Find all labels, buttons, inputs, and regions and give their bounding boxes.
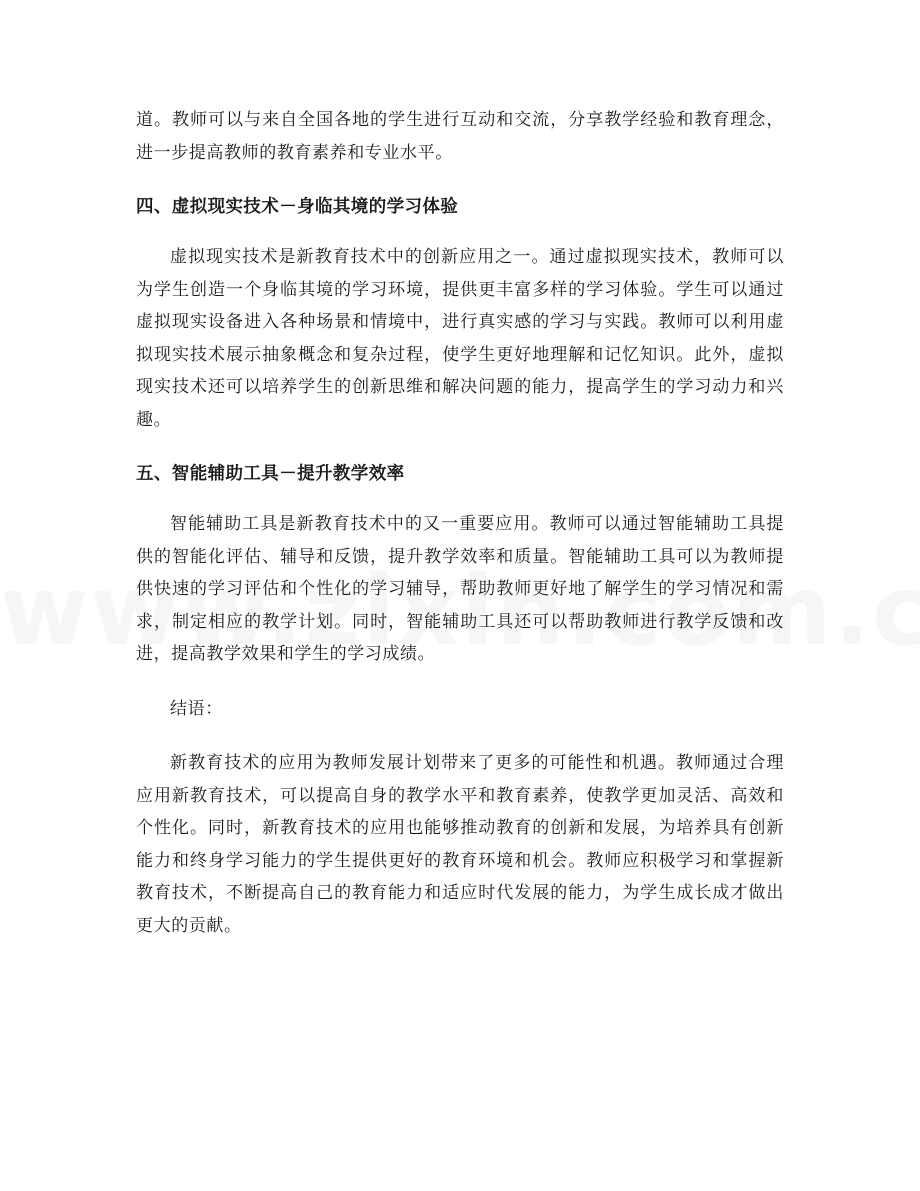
section-4-paragraph: 虚拟现实技术是新教育技术中的创新应用之一。通过虚拟现实技术，教师可以为学生创造一个身临其境的学习环境，提供更丰富多样的学习体验。学生可以通过虚拟现实设备进入各种场景和情境中，进行真实感的学习与实践。教师可以利用虚拟现实技术展示抽象概念和复杂过程，使学生更好地理解和记忆知识。此外，虚拟现实技术还可以培养学生的创新思维和解决问题的能力，提高学生的学习动力和兴趣。: [136, 247, 784, 430]
section-5-heading: 五、智能辅助工具－提升教学效率: [136, 464, 405, 484]
document-page: [136, 104, 784, 942]
section-4-heading: 四、虚拟现实技术－身临其境的学习体验: [136, 197, 459, 217]
conclusion-label: 结语：: [170, 698, 223, 719]
continuation-paragraph: 道。教师可以与来自全国各地的学生进行互动和交流，分享教学经验和教育理念，进一步提高教师的教育素养和专业水平。: [136, 110, 784, 163]
conclusion-paragraph: 新教育技术的应用为教师发展计划带来了更多的可能性和机遇。教师通过合理应用新教育技术，可以提高自身的教学水平和教育素养，使教学更加灵活、高效和个性化。同时，新教育技术的应用也能够推动教育的创新和发展，为培养具有创新能力和终身学习能力的学生提供更好的教育环境和机会。教师应积极学习和掌握新教育技术，不断提高自己的教育能力和适应时代发展的能力，为学生成长成才做出更大的贡献。: [136, 753, 784, 936]
section-5-paragraph: 智能辅助工具是新教育技术中的又一重要应用。教师可以通过智能辅助工具提供的智能化评估、辅导和反馈，提升教学效率和质量。智能辅助工具可以为教师提供快速的学习评估和个性化的学习辅导，帮助教师更好地了解学生的学习情况和需求，制定相应的教学计划。同时，智能辅助工具还可以帮助教师进行教学反馈和改进，提高教学效果和学生的学习成绩。: [136, 514, 784, 664]
